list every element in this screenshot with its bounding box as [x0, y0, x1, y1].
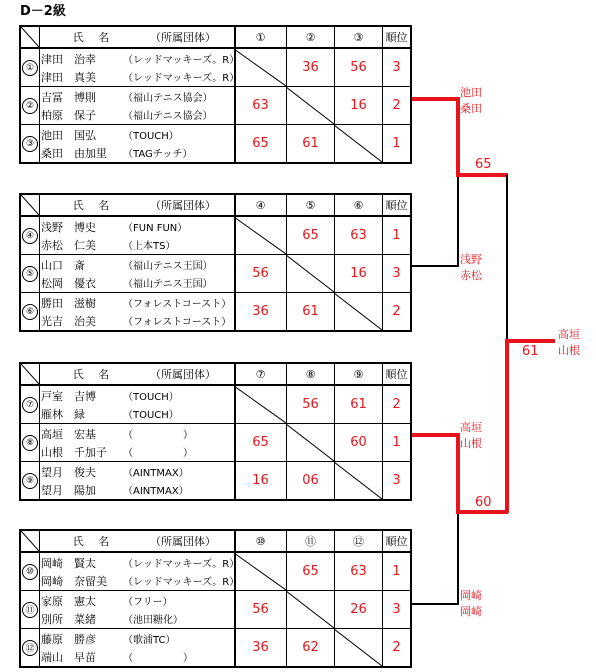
rank-value: 3 [392, 473, 401, 488]
match-score: 65 [302, 564, 319, 579]
player-org: （上本TS） [123, 241, 176, 252]
self-match-diagonal [234, 217, 286, 254]
entry-number: ⑪ [21, 591, 39, 628]
match-score: 16 [252, 473, 269, 488]
table-row [21, 462, 410, 499]
org-header: （所属団体） [150, 535, 216, 548]
self-match-diagonal [234, 49, 286, 86]
rank-value: 3 [392, 60, 401, 75]
player-org: （TOUCH） [123, 131, 179, 142]
entry-number: ⑤ [21, 255, 39, 292]
entry-number: ③ [21, 125, 39, 162]
header-diagonal [21, 27, 39, 47]
org-header: （所属団体） [150, 199, 216, 212]
self-match-diagonal [334, 629, 382, 666]
self-match-diagonal [286, 591, 334, 628]
league-table-4 [19, 529, 412, 668]
self-match-diagonal [286, 87, 334, 124]
name-header: 氏 名 [72, 199, 110, 212]
player-org: （レッドマッキーズ。R） [123, 577, 240, 588]
table-row [21, 591, 410, 629]
col-header: ⑪ [305, 535, 316, 548]
player-name: 岡崎 奈留美 [41, 575, 107, 588]
player-1 [41, 388, 179, 404]
league-table-2 [19, 193, 412, 332]
player-org: （レッドマッキーズ。R） [123, 55, 240, 66]
col-header: ④ [255, 198, 266, 212]
player-org: （レッドマッキーズ。R） [123, 559, 240, 570]
match-score: 56 [302, 397, 319, 412]
col-header: ⑧ [305, 367, 316, 381]
match-score: 60 [350, 435, 367, 450]
table-row [21, 386, 410, 424]
player-org: （福山テニス王国） [123, 279, 213, 290]
match-score: 16 [350, 266, 367, 281]
player-2 [41, 145, 192, 161]
player-org: （フォレストコースト） [123, 317, 232, 328]
entry-number: ① [21, 49, 39, 86]
match-score: 65 [252, 136, 269, 151]
player-org: （フォレストコースト） [123, 299, 232, 310]
self-match-diagonal [286, 424, 334, 461]
header-diagonal [21, 195, 39, 215]
rank-header: 順位 [385, 199, 408, 212]
player-name: 津田 真美 [41, 71, 96, 84]
rank-value: 3 [392, 266, 401, 281]
entry-number: ⑩ [21, 553, 39, 590]
semi2-score: 60 [475, 495, 492, 510]
player-org: （レッドマッキーズ。R） [123, 73, 240, 84]
semi1-score: 65 [475, 157, 492, 172]
table-row [21, 293, 410, 330]
col-header: ⑦ [255, 367, 266, 381]
player-org: （福山テニス協会） [123, 93, 213, 104]
page-title: D－2級 [20, 4, 66, 19]
player-org: （FUN FUN） [123, 223, 188, 234]
player-name: 藤原 勝彦 [41, 633, 96, 646]
player-1 [41, 593, 173, 609]
match-score: 06 [302, 473, 319, 488]
bracket-team-a: 池田 桑田 [460, 86, 482, 115]
player-name: 桑田 由加里 [41, 147, 107, 160]
entry-number: ⑫ [21, 629, 39, 666]
entry-number: ⑧ [21, 424, 39, 461]
player-2 [41, 573, 239, 589]
player-name: 松岡 優衣 [41, 277, 96, 290]
player-2 [41, 313, 231, 329]
col-header: ⑫ [353, 535, 364, 548]
match-score: 56 [252, 266, 269, 281]
col-header: ⑥ [353, 198, 364, 212]
player-name: 赤松 仁美 [41, 239, 96, 252]
rank-value: 1 [392, 435, 401, 450]
table-row [21, 217, 410, 255]
player-org: （歌浦TC） [123, 635, 176, 646]
player-org: （ ） [123, 430, 193, 441]
org-header: （所属団体） [150, 31, 216, 44]
match-score: 62 [302, 640, 319, 655]
player-2 [41, 482, 189, 498]
col-header: ⑨ [353, 367, 364, 381]
header-diagonal [21, 531, 39, 551]
player-name: 望月 俊夫 [41, 466, 96, 479]
player-1 [41, 51, 239, 67]
self-match-diagonal [334, 293, 382, 330]
match-score: 63 [252, 98, 269, 113]
table-row [21, 255, 410, 293]
player-name: 高垣 宏基 [41, 428, 96, 441]
col-header: ② [305, 30, 316, 44]
match-score: 36 [302, 60, 319, 75]
player-2 [41, 649, 193, 665]
name-header: 氏 名 [72, 535, 110, 548]
match-score: 61 [350, 397, 367, 412]
player-name: 浅野 博史 [41, 221, 96, 234]
table-row [21, 553, 410, 591]
self-match-diagonal [234, 553, 286, 590]
league-table-1 [19, 25, 412, 164]
rank-value: 3 [392, 602, 401, 617]
player-1 [41, 555, 239, 571]
table-header [21, 27, 410, 49]
player-1 [41, 464, 189, 480]
table-header [21, 531, 410, 553]
player-name: 端山 早苗 [41, 651, 96, 664]
player-2 [41, 69, 239, 85]
bracket-team-b: 浅野 赤松 [460, 253, 482, 282]
player-org: （フリー） [123, 597, 173, 608]
player-org: （ ） [123, 653, 193, 664]
rank-value: 1 [392, 228, 401, 243]
rank-header: 順位 [385, 535, 408, 548]
col-header: ⑤ [305, 198, 316, 212]
entry-number: ⑦ [21, 386, 39, 423]
table-row [21, 125, 410, 162]
name-header: 氏 名 [72, 31, 110, 44]
table-header [21, 364, 410, 386]
bracket-team-d: 岡崎 岡崎 [460, 589, 482, 618]
self-match-diagonal [234, 386, 286, 423]
header-diagonal [21, 364, 39, 384]
table-row [21, 424, 410, 462]
rank-header: 順位 [385, 368, 408, 381]
table-row [21, 629, 410, 666]
col-header: ③ [353, 30, 364, 44]
rank-value: 1 [392, 564, 401, 579]
player-2 [41, 444, 193, 460]
player-name: 家原 憲太 [41, 595, 96, 608]
player-1 [41, 426, 193, 442]
match-score: 61 [302, 136, 319, 151]
player-2 [41, 611, 183, 627]
self-match-diagonal [286, 255, 334, 292]
entry-number: ⑨ [21, 462, 39, 499]
rank-value: 1 [392, 136, 401, 151]
player-org: （福山テニス協会） [123, 111, 213, 122]
player-org: （ ） [123, 448, 193, 459]
league-table-3 [19, 362, 412, 501]
player-name: 光吉 治美 [41, 315, 96, 328]
rank-value: 2 [392, 304, 401, 319]
player-name: 吉冨 博則 [41, 91, 96, 104]
player-org: （池田糖化） [123, 615, 183, 626]
table-header [21, 195, 410, 217]
match-score: 65 [252, 435, 269, 450]
player-name: 岡崎 賢太 [41, 557, 96, 570]
match-score: 36 [252, 640, 269, 655]
rank-header: 順位 [385, 31, 408, 44]
entry-number: ⑥ [21, 293, 39, 330]
player-1 [41, 89, 213, 105]
match-score: 65 [302, 228, 319, 243]
player-name: 戸室 吉博 [41, 390, 96, 403]
player-1 [41, 219, 187, 235]
player-name: 勝田 滋樹 [41, 297, 96, 310]
col-header: ① [255, 30, 266, 44]
player-2 [41, 406, 179, 422]
player-name: 津田 治幸 [41, 53, 96, 66]
match-score: 16 [350, 98, 367, 113]
match-score: 63 [350, 564, 367, 579]
player-1 [41, 257, 213, 273]
match-score: 63 [350, 228, 367, 243]
player-name: 池田 国弘 [41, 129, 96, 142]
entry-number: ④ [21, 217, 39, 254]
player-org: （TAGチッチ） [123, 149, 193, 160]
player-1 [41, 631, 176, 647]
bracket-team-c: 高垣 山根 [460, 421, 482, 450]
player-name: 別所 菜緒 [41, 613, 96, 626]
player-org: （福山テニス王国） [123, 261, 213, 272]
table-row [21, 87, 410, 125]
winner: 高垣 山根 [558, 328, 580, 357]
player-name: 雁林 緑 [41, 408, 85, 421]
org-header: （所属団体） [150, 368, 216, 381]
rank-value: 2 [392, 640, 401, 655]
rank-value: 2 [392, 98, 401, 113]
player-org: （AINTMAX） [123, 486, 189, 497]
player-name: 山口 斎 [41, 259, 85, 272]
match-score: 56 [350, 60, 367, 75]
player-org: （TOUCH） [123, 410, 179, 421]
player-org: （AINTMAX） [123, 468, 189, 479]
rank-value: 2 [392, 397, 401, 412]
final-score: 61 [522, 344, 539, 359]
col-header: ⑩ [255, 534, 266, 548]
player-2 [41, 237, 175, 253]
entry-number: ② [21, 87, 39, 124]
player-1 [41, 295, 231, 311]
match-score: 36 [252, 304, 269, 319]
table-row [21, 49, 410, 87]
player-2 [41, 275, 213, 291]
player-name: 柏原 保子 [41, 109, 96, 122]
match-score: 61 [302, 304, 319, 319]
player-org: （TOUCH） [123, 392, 179, 403]
match-score: 26 [350, 602, 367, 617]
player-name: 望月 陽加 [41, 484, 96, 497]
player-2 [41, 107, 213, 123]
match-score: 56 [252, 602, 269, 617]
self-match-diagonal [334, 125, 382, 162]
player-name: 山根 千加子 [41, 446, 107, 459]
self-match-diagonal [334, 462, 382, 499]
name-header: 氏 名 [72, 368, 110, 381]
player-1 [41, 127, 179, 143]
